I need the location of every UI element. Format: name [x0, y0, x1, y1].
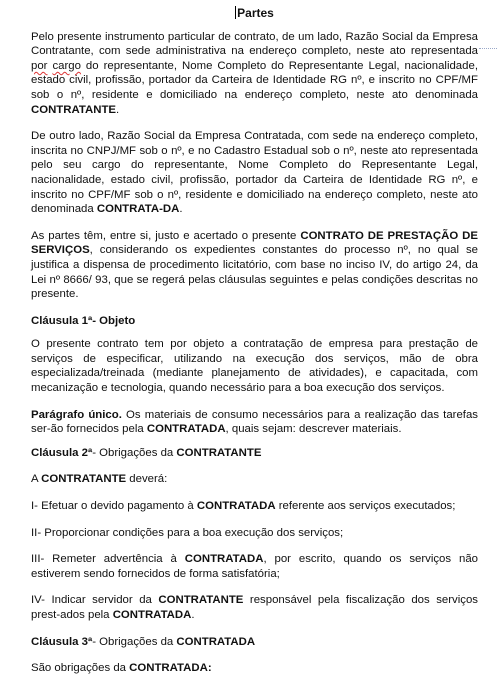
- party-name-contratante: CONTRATANTE: [31, 103, 116, 116]
- list-item-iii: III- Remeter advertência à CONTRATADA, por escrito, quando os serviços não estiverem sendo fornecidos de forma satisfatória;: [31, 553, 478, 580]
- clause-3-heading: Cláusula 3ª- Obrigações da CONTRATADA: [31, 635, 256, 648]
- spelling-flag: por: [31, 59, 48, 72]
- paragraph-contratada: De outro lado, Razão Social da Empresa Contratada, com sede na endereço completo, inscrita no CNPJ/MF sob o nº, e no Cadastro Estadual sob o nº, neste ato representada pelo seu cargo do representante, Nome Completo do Representante Legal, nacionalidade, estado civil, profissão, portador da Carteira de Identidade RG nº, e inscrito no CPF/MF sob o nº, residente e domiciliado na endereço completo, neste ato denominada CONTRATA-DA.: [31, 130, 478, 216]
- paragraph-obrigacoes-contratada: São obrigações da CONTRATADA:: [31, 662, 212, 675]
- clause-1-heading: Cláusula 1ª- Objeto: [31, 314, 136, 327]
- spelling-flag: cargo: [52, 59, 81, 72]
- list-item-iv: IV- Indicar servidor da CONTRATANTE responsável pela fiscalização dos serviços prest-ados pela CONTRATADA.: [31, 594, 478, 621]
- document-page: [31, 6, 478, 688]
- paragraph-contratante: Pelo presente instrumento particular de contrato, de um lado, Razão Social da Empresa Contratante, com sede administrativa na endereço completo, neste ato representada por cargo do representante, Nome Completo do Representante Legal, nacionalidade, estado civil, profissão, portador da Carteira de Identidade RG nº, e inscrito no CPF/MF sob o nº, residente e domiciliado na endereço completo, neste ato denominada CONTRATANTE.: [31, 30, 478, 116]
- party-name-contratada: CONTRATA-DA: [96, 203, 180, 216]
- list-item-i: I- Efetuar o devido pagamento à CONTRATADA referente aos serviços executados;: [31, 500, 456, 513]
- list-item-ii: II- Proporcionar condições para a boa execução dos serviços;: [31, 526, 344, 539]
- paragraph-unico: Parágrafo único. Os materiais de consumo necessários para a realização das tarefas ser-ão fornecidos pela CONTRATADA, quais sejam: descrever materiais.: [31, 408, 478, 436]
- contract-type: CONTRATO DE PRESTAÇÃO DE SERVIÇOS: [31, 229, 478, 257]
- text-cursor: [235, 6, 236, 19]
- paragraph-objeto: O presente contrato tem por objeto a contratação de empresa para prestação de serviços de especificar, utilizando na execução dos serviços, mão de obra especializada/treinada (mediante planejamento de atividades), e capacitada, com mecanização e tecnologia, quando necessário para a boa execução dos serviços.: [31, 338, 478, 395]
- comment-anchor-mark: [479, 48, 497, 50]
- paragraph-contratante-devera: A CONTRATANTE deverá:: [31, 473, 168, 486]
- paragraph-acordo: As partes têm, entre si, justo e acertado o presente CONTRATO DE PRESTAÇÃO DE SERVIÇOS, considerando os expedientes constantes do processo nº, no qual se justifica a dispensa de procedimento licitatório, com base no inciso IV, do artigo 24, da Lei nº 8666/ 93, que se regerá pelas cláusulas seguintes e pelas condições descritas no presente.: [31, 229, 478, 301]
- document-title: Partes: [237, 6, 274, 20]
- clause-2-heading: Cláusula 2ª- Obrigações da CONTRATANTE: [31, 446, 262, 459]
